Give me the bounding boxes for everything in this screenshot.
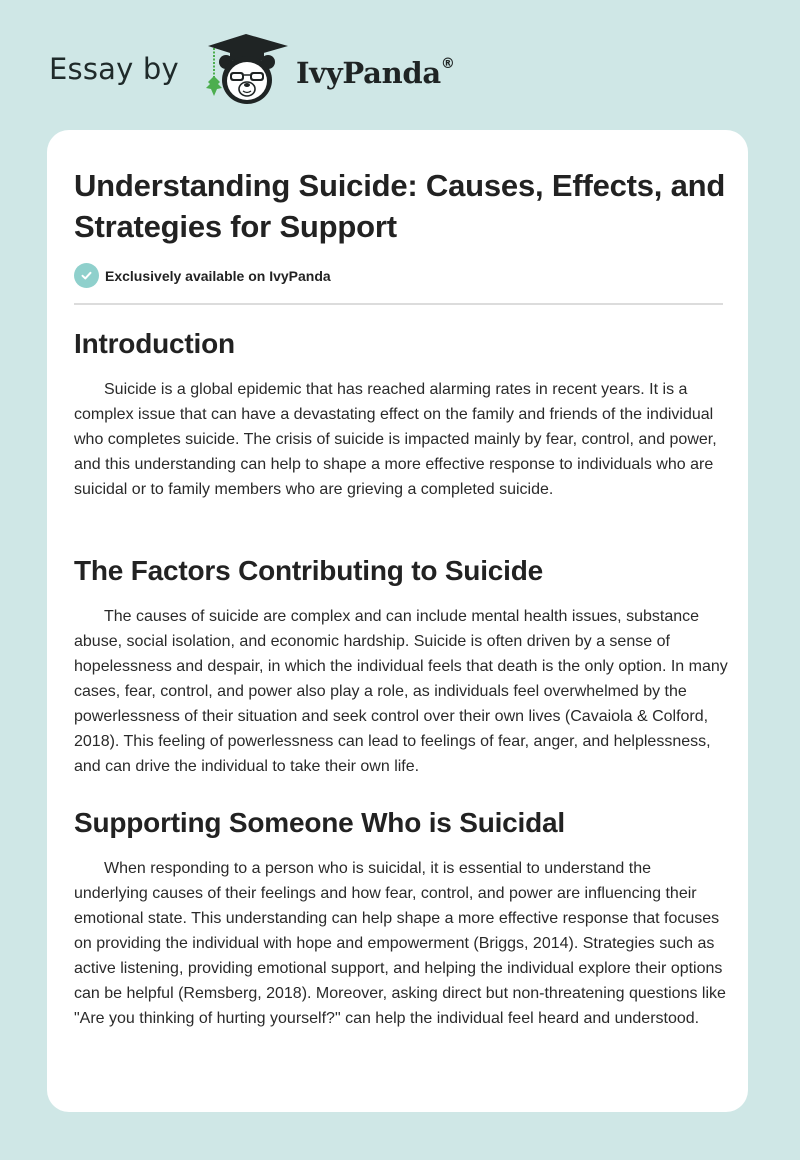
section-paragraph: The causes of suicide are complex and can include mental health issues, substance abuse, social isolation, and economic hardship. Suicide is often driven by a sense of hopelessness and despair, in which the individual feels that death is the only option. In many cases, fear, control, and power also play a role, as individuals feel overwhelmed by the powerlessness of their situation and seek control over their own lives (Cavaiola & Colford, 2018). This feeling of powerlessness can lead to feelings of fear, anger, and helplessness, and can drive the individual to take their own life. — [74, 608, 728, 775]
exclusive-badge — [74, 263, 331, 288]
brand-name[interactable]: IvyPanda® — [296, 56, 455, 90]
panda-graduate-logo-icon[interactable] — [200, 34, 292, 108]
section-paragraph: When responding to a person who is suicidal, it is essential to understand the underlying causes of their feelings and how fear, control, and power are influencing their emotional state. This understanding can help shape a more effective response that focuses on providing the individual with hope and empowerment (Briggs, 2014). Strategies such as active listening, providing emotional support, and helping the individual explore their options can be helpful (Remsberg, 2018). Moreover, asking direct but non-threatening questions like "Are you thinking of hurting yourself?" can help the individual feel heard and understood. — [74, 860, 726, 1027]
section-factors — [74, 553, 729, 779]
section-paragraph: Suicide is a global epidemic that has reached alarming rates in recent years. It is a complex issue that can have a devastating effect on the family and friends of the individual who completes suicide. The crisis of suicide is impacted mainly by fear, control, and power, and this understanding can help to shape a more effective response to individuals who are suicidal or to family members who are grieving a completed suicide. — [74, 381, 717, 498]
registered-mark: ® — [440, 56, 455, 73]
divider — [74, 303, 723, 305]
page-title: Understanding Suicide: Causes, Effects, and Strategies for Support — [74, 168, 726, 244]
section-heading: The Factors Contributing to Suicide — [74, 555, 544, 586]
check-circle-icon — [74, 263, 99, 288]
essay-card — [47, 130, 748, 1112]
section-heading: Supporting Someone Who is Suicidal — [74, 807, 565, 838]
section-heading: Introduction — [74, 328, 235, 359]
section-introduction — [74, 326, 729, 502]
section-supporting — [74, 805, 729, 1031]
site-header — [0, 0, 800, 128]
brand-prefix: Essay by — [49, 52, 179, 86]
badge-label: Exclusively available on IvyPanda — [105, 267, 331, 284]
